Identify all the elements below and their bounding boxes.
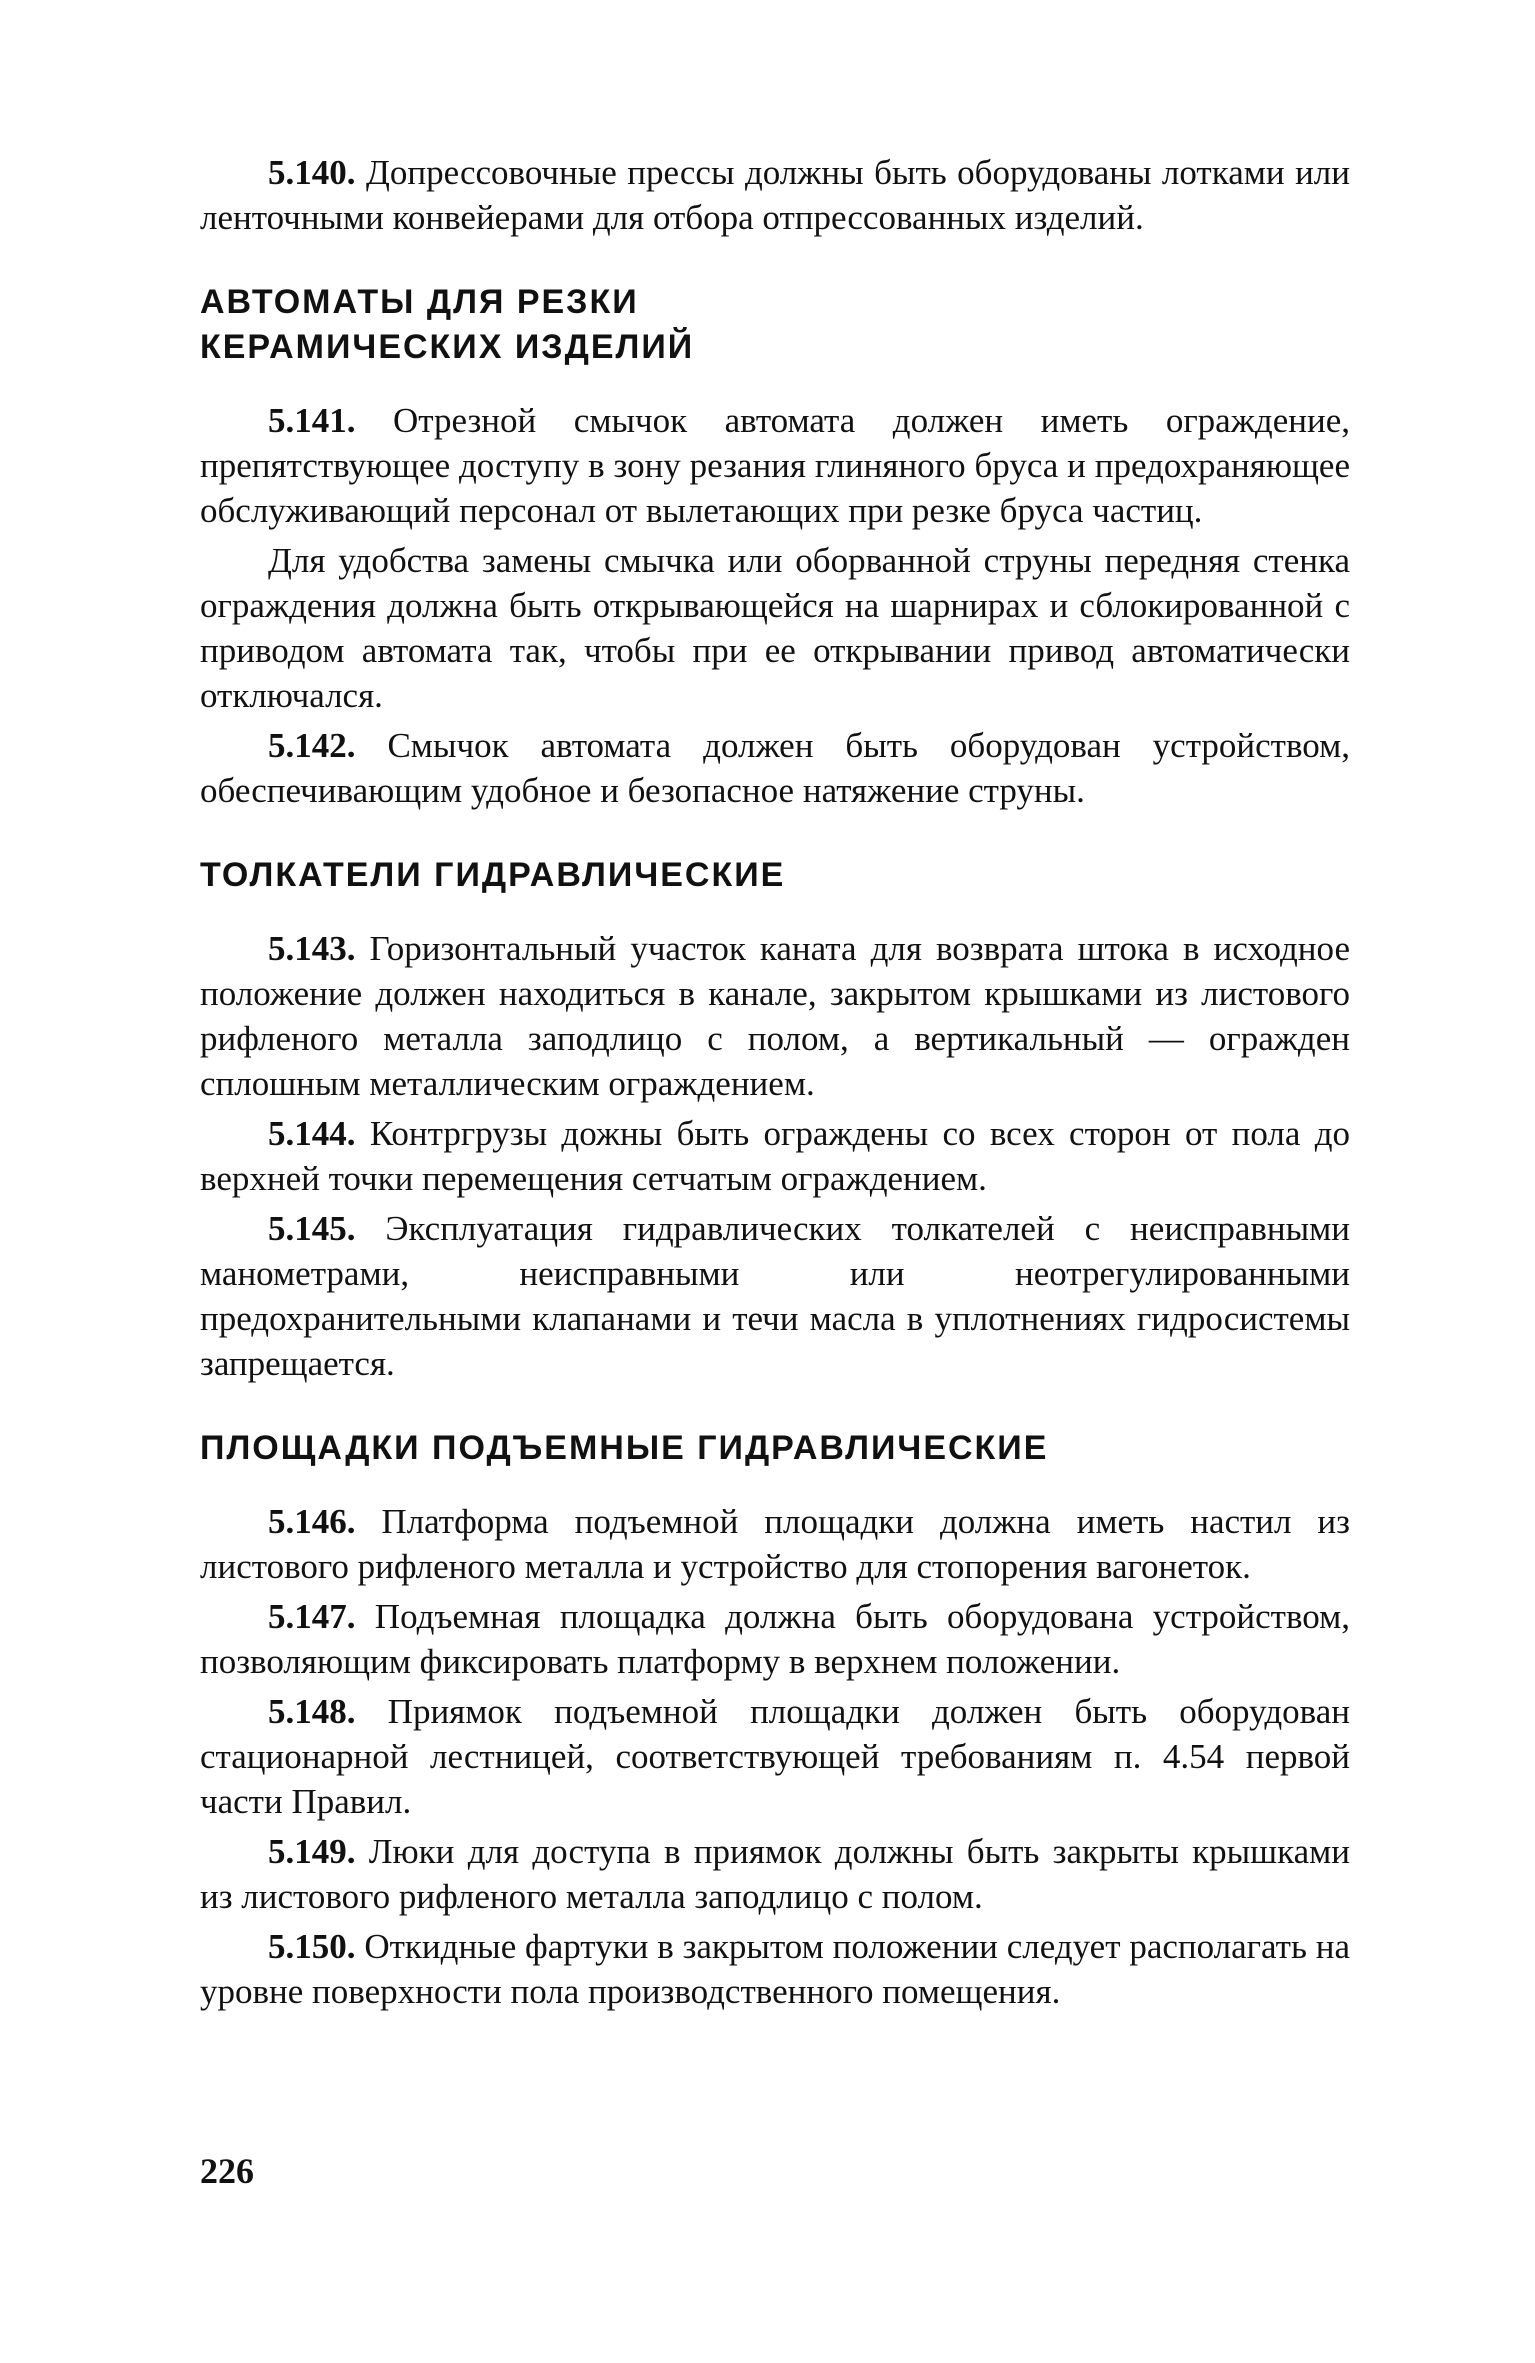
paragraph-text: Откидные фартуки в закрытом положении следует располагать на уровне поверхности пола производственного помещения.	[200, 1927, 1350, 2011]
paragraph-text: Контргрузы дожны быть ограждены со всех сторон от пола до верхней точки перемещения сетчатым ограждением.	[200, 1114, 1350, 1198]
paragraph-number: 5.148.	[268, 1692, 356, 1731]
heading-line: КЕРАМИЧЕСКИХ ИЗДЕЛИЙ	[200, 328, 695, 366]
heading-line: ТОЛКАТЕЛИ ГИДРАВЛИЧЕСКИЕ	[200, 856, 786, 894]
paragraph-5-149	[200, 1829, 1350, 1919]
paragraph-5-144	[200, 1111, 1350, 1201]
paragraph-5-141	[200, 398, 1350, 533]
paragraph-5-150	[200, 1924, 1350, 2014]
page-number: 226	[200, 2151, 254, 2191]
paragraph-text: Горизонтальный участок каната для возврата штока в исходное положение должен находиться в канале, закрытом крышками из листового рифленого металла заподлицо с полом, а вертикальный — огражден сплошным металлическим ограждением.	[200, 929, 1350, 1103]
paragraph-5-141-cont	[200, 538, 1350, 718]
document-page	[200, 150, 1350, 2019]
paragraph-text: Подъемная площадка должна быть оборудована устройством, позволяющим фиксировать платформу в верхнем положении.	[200, 1597, 1350, 1681]
paragraph-number: 5.144.	[268, 1114, 356, 1153]
paragraph-number: 5.149.	[268, 1832, 356, 1871]
paragraph-5-140	[200, 150, 1350, 240]
paragraph-number: 5.143.	[268, 929, 356, 968]
section-heading	[200, 853, 1350, 898]
paragraph-5-145	[200, 1206, 1350, 1386]
paragraph-text: Приямок подъемной площадки должен быть оборудован стационарной лестницей, соответствующей требованиям п. 4.54 первой части Правил.	[200, 1692, 1350, 1821]
paragraph-text: Эксплуатация гидравлических толкателей с неисправными манометрами, неисправными или неотрегулированными предохранительными клапанами и течи масла в уплотнениях гидросистемы запрещается.	[200, 1209, 1350, 1383]
paragraph-number: 5.141.	[268, 401, 356, 440]
section-heading	[200, 1426, 1350, 1471]
paragraph-text: Смычок автомата должен быть оборудован устройством, обеспечивающим удобное и безопасное натяжение струны.	[200, 726, 1350, 810]
section-heading	[200, 280, 1350, 370]
paragraph-5-148	[200, 1689, 1350, 1824]
paragraph-text: Для удобства замены смычка или оборванной струны передняя стенка ограждения должна быть открывающейся на шарнирах и сблокированной с приводом автомата так, чтобы при ее открывании привод автоматически отключался.	[200, 541, 1350, 715]
paragraph-5-146	[200, 1499, 1350, 1589]
paragraph-number: 5.147.	[268, 1597, 356, 1636]
paragraph-number: 5.145.	[268, 1209, 356, 1248]
section-cutting-automata	[200, 280, 1350, 813]
paragraph-number: 5.140.	[268, 153, 356, 192]
paragraph-text: Люки для доступа в приямок должны быть закрыты крышками из листового рифленого металла заподлицо с полом.	[200, 1832, 1350, 1916]
paragraph-text: Платформа подъемной площадки должна иметь настил из листового рифленого металла и устройство для стопорения вагонеток.	[200, 1502, 1350, 1586]
paragraph-number: 5.142.	[268, 726, 356, 765]
paragraph-number: 5.150.	[268, 1927, 356, 1966]
paragraph-5-143	[200, 926, 1350, 1106]
paragraph-text: Отрезной смычок автомата должен иметь ограждение, препятствующее доступу в зону резания глиняного бруса и предохраняющее обслуживающий персонал от вылетающих при резке бруса частиц.	[200, 401, 1350, 530]
section-hydraulic-pushers	[200, 853, 1350, 1386]
section-hydraulic-lifts	[200, 1426, 1350, 2014]
paragraph-5-142	[200, 723, 1350, 813]
paragraph-5-147	[200, 1594, 1350, 1684]
heading-line: ПЛОЩАДКИ ПОДЪЕМНЫЕ ГИДРАВЛИЧЕСКИЕ	[200, 1429, 1049, 1467]
section-intro	[200, 150, 1350, 240]
paragraph-text: Допрессовочные прессы должны быть оборудованы лотками или ленточными конвейерами для отбора отпрессованных изделий.	[200, 153, 1350, 237]
paragraph-number: 5.146.	[268, 1502, 356, 1541]
heading-line: АВТОМАТЫ ДЛЯ РЕЗКИ	[200, 283, 639, 321]
